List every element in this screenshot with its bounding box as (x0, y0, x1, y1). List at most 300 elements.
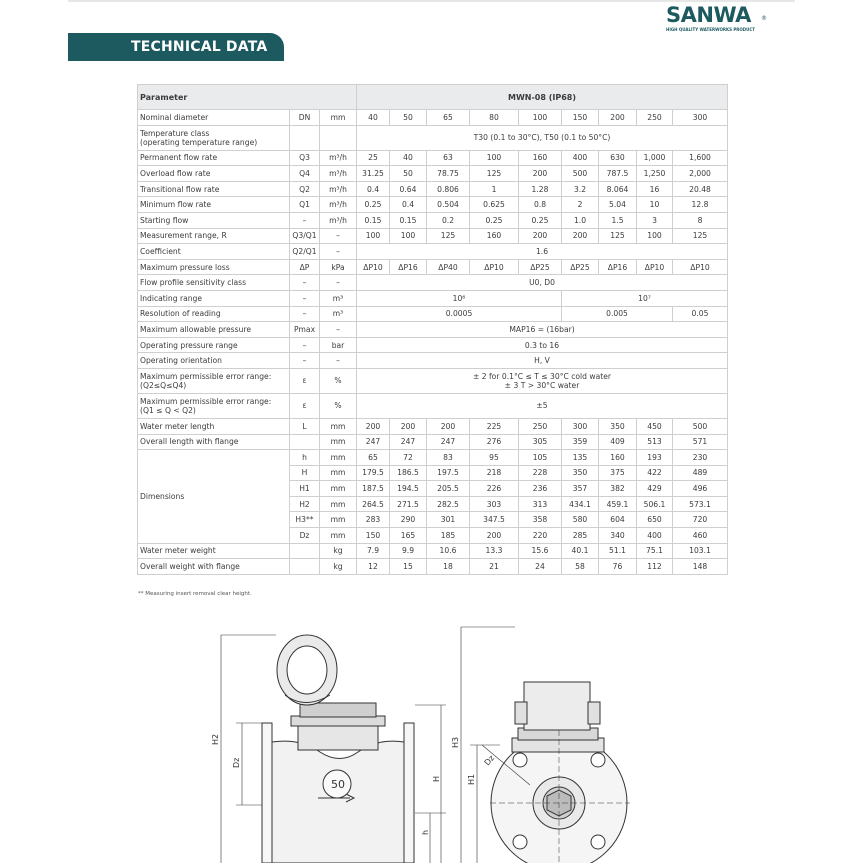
section-banner (68, 33, 284, 61)
param-text: Transitional flow rate (140, 184, 220, 194)
value-cell: 283 (357, 512, 390, 528)
value-cell: 720 (673, 512, 728, 528)
side-view-drawing (221, 635, 446, 863)
value-cell: 40 (390, 150, 427, 166)
value-cell: 1.5 (599, 212, 637, 228)
value-cell: 160 (470, 228, 519, 244)
param-text: Nominal diameter (140, 112, 209, 122)
symbol-cell: h (290, 450, 320, 466)
value-cell: 247 (390, 434, 427, 450)
table-row (138, 322, 728, 338)
symbol-cell: – (290, 353, 320, 369)
unit-cell: m³/h (320, 166, 357, 182)
value-cell: 100 (637, 228, 673, 244)
spanning-value: 0.3 to 16 (357, 337, 728, 353)
value-cell: 0.625 (470, 197, 519, 213)
value-cell: 200 (427, 418, 470, 434)
symbol-cell: Pmax (290, 322, 320, 338)
unit-cell: – (320, 353, 357, 369)
value-cell: 228 (519, 465, 562, 481)
table-row (138, 110, 728, 126)
value-cell: 63 (427, 150, 470, 166)
value-cell: 218 (470, 465, 519, 481)
value-cell: 350 (562, 465, 599, 481)
split-value: 0.005 (562, 306, 673, 322)
value-cell: 100 (357, 228, 390, 244)
symbol-cell: – (290, 337, 320, 353)
value-cell: ΔP10 (357, 259, 390, 275)
table-row (138, 337, 728, 353)
value-cell: 187.5 (357, 481, 390, 497)
unit-cell: mm (320, 481, 357, 497)
symbol-cell: H1 (290, 481, 320, 497)
table-row (138, 368, 728, 393)
value-cell: 125 (470, 166, 519, 182)
value-cell: 9.9 (390, 543, 427, 559)
value-cell: 429 (637, 481, 673, 497)
spanning-value (357, 368, 728, 393)
symbol-cell (290, 434, 320, 450)
value-cell: 160 (599, 450, 637, 466)
value-cell: 150 (357, 528, 390, 544)
value-cell: 24 (519, 559, 562, 575)
value-cell: 301 (427, 512, 470, 528)
dimension-row (138, 450, 728, 466)
symbol-cell: – (290, 275, 320, 291)
unit-cell: mm (320, 465, 357, 481)
value-cell: 460 (673, 528, 728, 544)
value-cell: 1,000 (637, 150, 673, 166)
spanning-value: U0, D0 (357, 275, 728, 291)
param-text: Coefficient (140, 246, 181, 256)
split-value: 0.0005 (357, 306, 562, 322)
value-cell: 40 (357, 110, 390, 126)
value-cell: 3 (637, 212, 673, 228)
symbol-cell (290, 543, 320, 559)
spanning-value: 1.6 (357, 244, 728, 260)
value-cell: 20.48 (673, 181, 728, 197)
table-row (138, 150, 728, 166)
value-cell: 276 (470, 434, 519, 450)
param-text: Starting flow (140, 215, 189, 225)
split-value: 10⁶ (357, 290, 562, 306)
value-cell: 303 (470, 496, 519, 512)
param-text: Water meter length (140, 421, 215, 431)
table-row (138, 418, 728, 434)
unit-cell: mm (320, 110, 357, 126)
symbol-cell: Dz (290, 528, 320, 544)
param-label (138, 393, 290, 418)
value-cell: 1,250 (637, 166, 673, 182)
param-text: Maximum permissible error range: (140, 396, 272, 406)
brand-registered-mark: ® (761, 15, 767, 22)
footnote: ** Measuring insert removal clear height. (138, 591, 252, 597)
value-cell: 65 (427, 110, 470, 126)
value-cell: 0.25 (357, 197, 390, 213)
param-text: Temperature class (140, 128, 210, 138)
dimensions-label: Dimensions (138, 450, 290, 544)
value-cell: 100 (390, 228, 427, 244)
value-cell: 220 (519, 528, 562, 544)
value-cell: 489 (673, 465, 728, 481)
value-cell: 200 (562, 228, 599, 244)
param-label (138, 434, 290, 450)
brand-logo (640, 3, 790, 31)
value-cell: 12.8 (673, 197, 728, 213)
unit-cell: m³ (320, 306, 357, 322)
unit-cell: bar (320, 337, 357, 353)
value-cell: 10.6 (427, 543, 470, 559)
table-row (138, 181, 728, 197)
value-cell: 200 (390, 418, 427, 434)
unit-cell (320, 125, 357, 150)
param-label (138, 197, 290, 213)
value-cell: 434.1 (562, 496, 599, 512)
value-cell: 409 (599, 434, 637, 450)
spanning-value: T30 (0.1 to 30°C), T50 (0.1 to 50°C) (357, 125, 728, 150)
value-cell: 0.806 (427, 181, 470, 197)
unit-cell: m³/h (320, 212, 357, 228)
table-row (138, 393, 728, 418)
value-cell: 1 (470, 181, 519, 197)
dn-mark: 50 (331, 778, 345, 791)
unit-cell: mm (320, 418, 357, 434)
value-cell: 1,600 (673, 150, 728, 166)
param-label (138, 259, 290, 275)
param-label (138, 353, 290, 369)
value-cell: 506.1 (637, 496, 673, 512)
param-text: Measurement range, R (140, 231, 227, 241)
value-cell: 400 (637, 528, 673, 544)
table-row (138, 306, 728, 322)
value-cell: 375 (599, 465, 637, 481)
symbol-cell: Q1 (290, 197, 320, 213)
param-text: Maximum permissible error range: (140, 371, 272, 381)
value-cell: 300 (673, 110, 728, 126)
symbol-cell (290, 559, 320, 575)
unit-cell: mm (320, 512, 357, 528)
param-text: Permanent flow rate (140, 153, 218, 163)
value-cell: 604 (599, 512, 637, 528)
symbol-cell: ε (290, 368, 320, 393)
param-text: Operating orientation (140, 356, 222, 366)
unit-cell: % (320, 368, 357, 393)
param-text: Overall length with flange (140, 437, 239, 447)
symbol-cell: H (290, 465, 320, 481)
unit-cell: kg (320, 559, 357, 575)
value-cell: 112 (637, 559, 673, 575)
value-cell: 0.504 (427, 197, 470, 213)
symbol-cell: – (290, 290, 320, 306)
spanning-value: ±5 (357, 393, 728, 418)
symbol-cell: ε (290, 393, 320, 418)
value-cell: 75.1 (637, 543, 673, 559)
split-value: 10⁷ (562, 290, 728, 306)
value-cell: 359 (562, 434, 599, 450)
value-cell: 247 (357, 434, 390, 450)
table-row (138, 125, 728, 150)
value-cell: 300 (562, 418, 599, 434)
unit-cell: mm (320, 496, 357, 512)
value-cell: 580 (562, 512, 599, 528)
param-label (138, 228, 290, 244)
spanning-value: MAP16 = (16bar) (357, 322, 728, 338)
table-row (138, 543, 728, 559)
value-cell: 340 (599, 528, 637, 544)
param-label (138, 125, 290, 150)
value-cell: 50 (390, 110, 427, 126)
label-h1: H1 (467, 773, 476, 785)
value-cell: 186.5 (390, 465, 427, 481)
unit-cell: mm (320, 434, 357, 450)
param-label (138, 322, 290, 338)
value-cell: 7.9 (357, 543, 390, 559)
value-cell: 290 (390, 512, 427, 528)
value-cell: 305 (519, 434, 562, 450)
table-row (138, 228, 728, 244)
symbol-cell: Q2 (290, 181, 320, 197)
table-row (138, 197, 728, 213)
value-cell: ΔP10 (637, 259, 673, 275)
value-cell: 571 (673, 434, 728, 450)
technical-data-table (137, 84, 728, 575)
value-cell: 459.1 (599, 496, 637, 512)
section-title: TECHNICAL DATA (131, 39, 268, 55)
table-row (138, 434, 728, 450)
value-cell: 13.3 (470, 543, 519, 559)
value-cell: 282.5 (427, 496, 470, 512)
value-cell: 10 (637, 197, 673, 213)
param-label (138, 543, 290, 559)
value-cell: 250 (519, 418, 562, 434)
value-cell: 205.5 (427, 481, 470, 497)
value-cell: 72 (390, 450, 427, 466)
value-cell: 1.0 (562, 212, 599, 228)
value-cell: 125 (599, 228, 637, 244)
unit-cell: – (320, 322, 357, 338)
param-text: Operating pressure range (140, 340, 238, 350)
symbol-cell: Q3/Q1 (290, 228, 320, 244)
value-cell: 160 (519, 150, 562, 166)
table-row (138, 353, 728, 369)
value-cell: 0.64 (390, 181, 427, 197)
value-cell: 25 (357, 150, 390, 166)
unit-cell: – (320, 228, 357, 244)
value-cell: 450 (637, 418, 673, 434)
param-label (138, 212, 290, 228)
value-cell: 0.2 (427, 212, 470, 228)
symbol-cell: – (290, 306, 320, 322)
value-cell: 0.25 (470, 212, 519, 228)
param-text: Indicating range (140, 293, 203, 303)
value-cell: 382 (599, 481, 637, 497)
value-cell: 0.25 (519, 212, 562, 228)
value-cell: 31.25 (357, 166, 390, 182)
value-cell: 650 (637, 512, 673, 528)
unit-cell: kPa (320, 259, 357, 275)
value-cell: 573.1 (673, 496, 728, 512)
label-h3: H3 (451, 736, 460, 748)
label-h2: H2 (211, 733, 220, 745)
value-cell: 0.15 (357, 212, 390, 228)
param-label (138, 244, 290, 260)
param-label (138, 418, 290, 434)
header-parameter: Parameter (138, 85, 357, 110)
table-row (138, 559, 728, 575)
value-cell: 230 (673, 450, 728, 466)
value-cell: 58 (562, 559, 599, 575)
table-row (138, 212, 728, 228)
label-h-small: h (421, 829, 430, 835)
value-cell: 200 (519, 166, 562, 182)
param-label (138, 559, 290, 575)
brand-tagline: HIGH QUALITY WATERWORKS PRODUCT (666, 27, 756, 32)
value-cell: 179.5 (357, 465, 390, 481)
value-cell: 80 (470, 110, 519, 126)
value-cell: ΔP10 (673, 259, 728, 275)
value-cell: 357 (562, 481, 599, 497)
value-cell: 21 (470, 559, 519, 575)
table-header-row (138, 85, 728, 110)
param-text: Water meter weight (140, 546, 216, 556)
value-cell: 8 (673, 212, 728, 228)
value-cell: 0.4 (390, 197, 427, 213)
span-line-2: ± 3 T > 30°C water (504, 380, 580, 390)
value-cell: 150 (562, 110, 599, 126)
value-cell: 100 (519, 110, 562, 126)
front-view-drawing (461, 627, 630, 863)
value-cell: 40.1 (562, 543, 599, 559)
value-cell: 500 (673, 418, 728, 434)
value-cell: 50 (390, 166, 427, 182)
value-cell: 500 (562, 166, 599, 182)
value-cell: 193 (637, 450, 673, 466)
value-cell: 125 (673, 228, 728, 244)
value-cell: ΔP16 (390, 259, 427, 275)
symbol-cell: Q2/Q1 (290, 244, 320, 260)
value-cell: 247 (427, 434, 470, 450)
symbol-cell (290, 125, 320, 150)
value-cell: 347.5 (470, 512, 519, 528)
value-cell: ΔP25 (562, 259, 599, 275)
value-cell: 8.064 (599, 181, 637, 197)
value-cell: 313 (519, 496, 562, 512)
label-h: H (432, 775, 441, 782)
value-cell: 200 (519, 228, 562, 244)
value-cell: 2,000 (673, 166, 728, 182)
symbol-cell: H2 (290, 496, 320, 512)
value-cell: 271.5 (390, 496, 427, 512)
value-cell: 95 (470, 450, 519, 466)
param-text: Flow profile sensitivity class (140, 278, 247, 288)
param-label (138, 166, 290, 182)
top-rule (68, 0, 795, 2)
symbol-cell: DN (290, 110, 320, 126)
param-text: Minimum flow rate (140, 200, 212, 210)
symbol-cell: Q4 (290, 166, 320, 182)
value-cell: 358 (519, 512, 562, 528)
param-label (138, 181, 290, 197)
param-text: Overload flow rate (140, 168, 211, 178)
unit-cell: mm (320, 528, 357, 544)
value-cell: ΔP10 (470, 259, 519, 275)
value-cell: 496 (673, 481, 728, 497)
value-cell: 225 (470, 418, 519, 434)
unit-cell: m³ (320, 290, 357, 306)
technical-drawings (0, 620, 863, 863)
value-cell: 18 (427, 559, 470, 575)
value-cell: 78.75 (427, 166, 470, 182)
symbol-cell: Q3 (290, 150, 320, 166)
value-cell: 200 (357, 418, 390, 434)
value-cell: 148 (673, 559, 728, 575)
value-cell: 165 (390, 528, 427, 544)
value-cell: 83 (427, 450, 470, 466)
value-cell: 1.28 (519, 181, 562, 197)
unit-cell: – (320, 275, 357, 291)
value-cell: 194.5 (390, 481, 427, 497)
table-row (138, 290, 728, 306)
value-cell: 513 (637, 434, 673, 450)
value-cell: 3.2 (562, 181, 599, 197)
value-cell: 185 (427, 528, 470, 544)
symbol-cell: L (290, 418, 320, 434)
value-cell: 103.1 (673, 543, 728, 559)
brand-name: SANWA (666, 3, 751, 27)
value-cell: 0.15 (390, 212, 427, 228)
value-cell: 200 (599, 110, 637, 126)
span-line-1: ± 2 for 0.1°C ≤ T ≤ 30°C cold water (472, 371, 612, 381)
value-cell: 422 (637, 465, 673, 481)
value-cell: 236 (519, 481, 562, 497)
value-cell: 197.5 (427, 465, 470, 481)
value-cell: 15 (390, 559, 427, 575)
table-row (138, 259, 728, 275)
unit-cell: m³/h (320, 181, 357, 197)
value-cell: 65 (357, 450, 390, 466)
param-label (138, 110, 290, 126)
param-subtext: (operating temperature range) (140, 137, 258, 147)
param-text: Maximum allowable pressure (140, 324, 252, 334)
value-cell: 350 (599, 418, 637, 434)
value-cell: 264.5 (357, 496, 390, 512)
param-subtext: (Q2≤Q≤Q4) (140, 380, 187, 390)
table-row (138, 244, 728, 260)
value-cell: 135 (562, 450, 599, 466)
value-cell: 226 (470, 481, 519, 497)
value-cell: 0.4 (357, 181, 390, 197)
param-label (138, 150, 290, 166)
value-cell: 76 (599, 559, 637, 575)
value-cell: 16 (637, 181, 673, 197)
value-cell: 285 (562, 528, 599, 544)
param-text: Maximum pressure loss (140, 262, 230, 272)
value-cell: 5.04 (599, 197, 637, 213)
unit-cell: m³/h (320, 150, 357, 166)
symbol-cell: H3** (290, 512, 320, 528)
value-cell: 100 (470, 150, 519, 166)
value-cell: 2 (562, 197, 599, 213)
value-cell: 15.6 (519, 543, 562, 559)
value-cell: 400 (562, 150, 599, 166)
symbol-cell: ΔP (290, 259, 320, 275)
param-subtext: (Q1 ≤ Q < Q2) (140, 405, 196, 415)
value-cell: 630 (599, 150, 637, 166)
label-dz: Dz (232, 757, 241, 768)
unit-cell: kg (320, 543, 357, 559)
split-value: 0.05 (673, 306, 728, 322)
table-row (138, 166, 728, 182)
